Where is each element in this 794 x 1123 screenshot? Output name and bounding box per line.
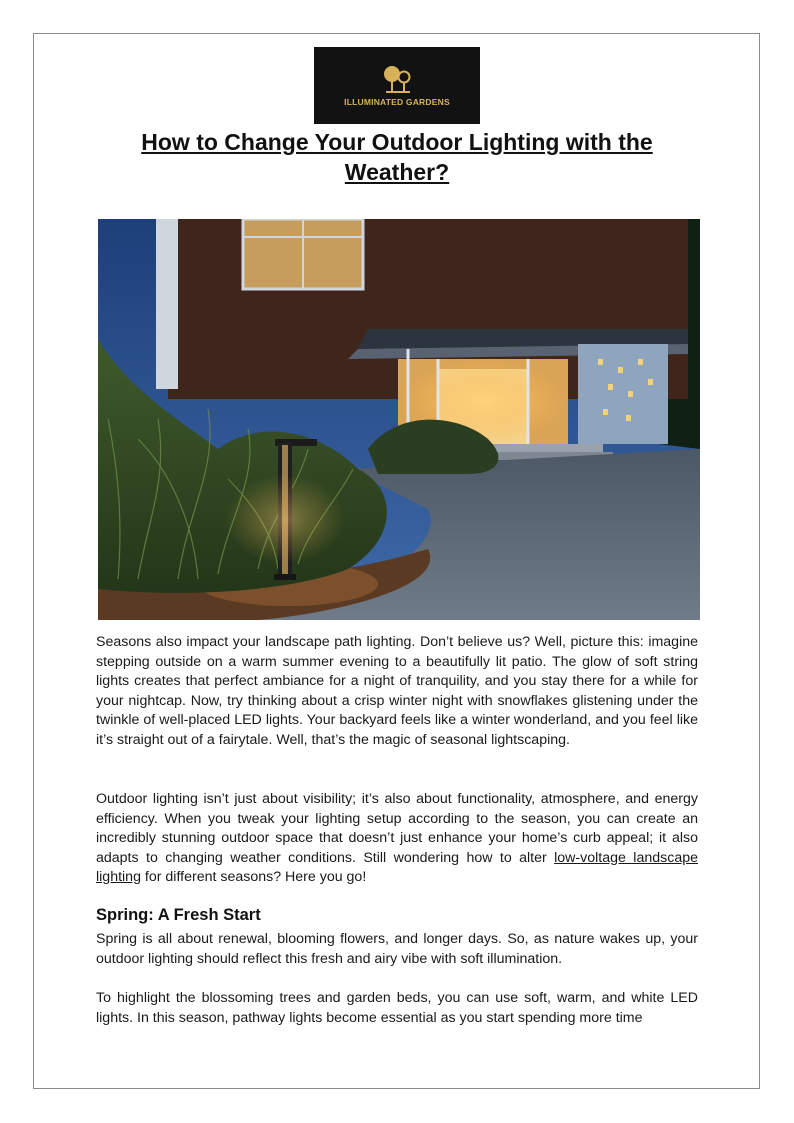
section-heading-spring: Spring: A Fresh Start — [96, 906, 261, 924]
lighting-paragraph — [96, 790, 698, 888]
paragraph-text-before: Outdoor lighting isn’t just about visibility; it’s also about functionality, atmosphere, and energy efficiency. When you tweak your lighting setup according to the season, you can create an incredibly stunning outdoor space that doesn’t just enhance your home’s curb appeal; it also adapts to changing weather conditions. Still wondering how to alter — [96, 791, 698, 866]
low-voltage-lighting-link[interactable]: low-voltage landscape lighting — [96, 849, 698, 885]
paragraph-text-after: for different seasons? Here you go! — [140, 869, 367, 885]
spring-paragraph-1: Spring is all about renewal, blooming flowers, and longer days. So, as nature wakes up, your outdoor lighting should reflect this fresh and airy vibe with soft illumination. — [96, 931, 698, 967]
intro-paragraph: Seasons also impact your landscape path lighting. Don’t believe us? Well, picture this: imagine stepping outside on a warm summer evening to a beautifully lit patio. The glow of soft string lights creates that perfect ambiance for a night of tranquility, and you stay there for a while for your nightcap. Now, try thinking about a crisp winter night with snowflakes glistening under the twinkle of well-placed LED lights. Your backyard feels like a winter wonderland, and you feel like it’s straight out of a fairytale. Well, that’s the magic of seasonal lightscaping. — [96, 634, 698, 748]
spring-paragraph-2: To highlight the blossoming trees and garden beds, you can use soft, warm, and white LED lights. In this season, pathway lights become essential as you start spending more time — [96, 990, 698, 1026]
hero-image — [98, 219, 700, 620]
tree-lamp-icon — [380, 64, 414, 94]
page-title: How to Change Your Outdoor Lighting with the Weather? — [141, 129, 653, 185]
brand-logo[interactable] — [314, 47, 480, 124]
brand-name: ILLUMINATED GARDENS — [344, 97, 450, 107]
